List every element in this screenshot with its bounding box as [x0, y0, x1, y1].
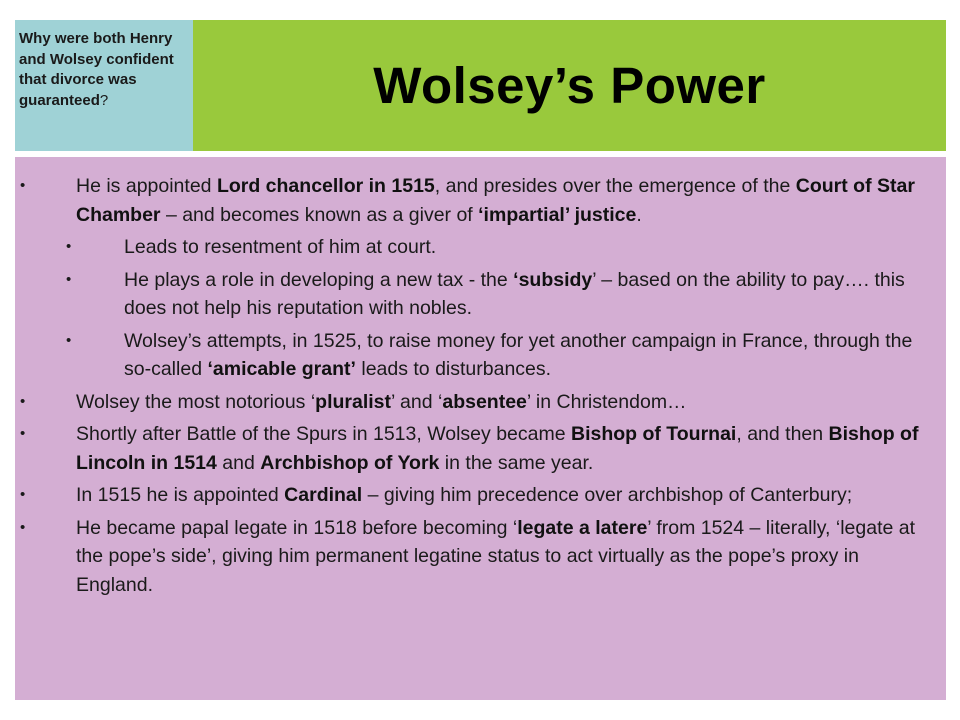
bullet-list: [15, 172, 938, 599]
bold-text: Cardinal: [284, 484, 363, 506]
text: ’ and ‘: [391, 390, 443, 413]
text: ’ – based on the ability to pay…. this does not help his reputation with nobles.: [124, 268, 905, 319]
bullet-marker: •: [20, 486, 26, 503]
text: In 1515 he is appointed: [76, 484, 285, 506]
bold-text: ‘subsidy: [513, 268, 593, 291]
bullet-item: [15, 514, 938, 600]
slide-title: Wolsey’s Power: [373, 57, 766, 114]
bold-text: legate a latere: [517, 516, 648, 539]
bold-text: ‘amicable grant’: [207, 358, 356, 380]
bullet-item: [15, 388, 938, 417]
question-text: Why were both Henry and Wolsey confident that divorce was guaranteed: [19, 30, 174, 109]
bullet-item: [15, 420, 938, 477]
bullet-marker: •: [66, 270, 72, 288]
title-banner: [193, 20, 946, 151]
text: He became papal legate in 1518 before becoming ‘: [76, 516, 518, 539]
text: and: [216, 451, 261, 474]
text: ’ from 1524 – literally, ‘legate at the pope’s side’, giving him permanent legatine status to act virtually as the pope’s proxy in England.: [76, 516, 916, 596]
bullet-item: [15, 481, 938, 510]
text: ’ in Christendom…: [526, 390, 687, 413]
question-mark: ?: [99, 91, 109, 109]
content-panel: [15, 157, 946, 700]
bullet-marker: •: [20, 425, 26, 442]
bullet-marker: •: [20, 392, 26, 410]
text: , and presides over the emergence of the: [434, 175, 796, 197]
text: .: [636, 203, 642, 226]
bullet-marker: •: [20, 177, 26, 194]
bullet-marker: •: [66, 331, 72, 349]
text: He plays a role in developing a new tax - the: [124, 268, 514, 291]
bold-text: Archbishop of York: [260, 451, 440, 474]
text: Wolsey the most notorious ‘: [76, 390, 316, 413]
bullet-item: [15, 172, 938, 229]
text: in the same year.: [439, 451, 594, 474]
text: , and then: [736, 423, 829, 445]
bold-text: ‘impartial’ justice: [478, 203, 637, 226]
sub-bullet-item: [15, 233, 938, 262]
text: Wolsey’s attempts, in 1525, to raise money for yet another campaign in France, through the so-called: [124, 329, 913, 380]
sub-bullet-item: [15, 327, 938, 384]
text: He is appointed: [76, 175, 217, 197]
bold-text: Court of Star Chamber: [76, 175, 915, 226]
bold-text: absentee: [442, 390, 527, 413]
sub-bullet-item: [15, 266, 938, 323]
text: – and becomes known as a giver of: [160, 203, 479, 226]
bold-text: Bishop of Tournai: [570, 423, 737, 445]
bold-text: Lord chancellor in 1515: [216, 175, 435, 197]
bold-text: Bishop of Lincoln in 1514: [76, 423, 919, 474]
bold-text: pluralist: [315, 390, 392, 413]
bullet-marker: •: [20, 518, 26, 536]
text: leads to disturbances.: [355, 358, 552, 380]
question-box: [15, 20, 193, 151]
bullet-marker: •: [66, 238, 72, 255]
text: Shortly after Battle of the Spurs in 1513, Wolsey became: [76, 423, 571, 445]
text: – giving him precedence over archbishop of Canterbury;: [362, 484, 853, 506]
text: Leads to resentment of him at court.: [124, 236, 437, 258]
